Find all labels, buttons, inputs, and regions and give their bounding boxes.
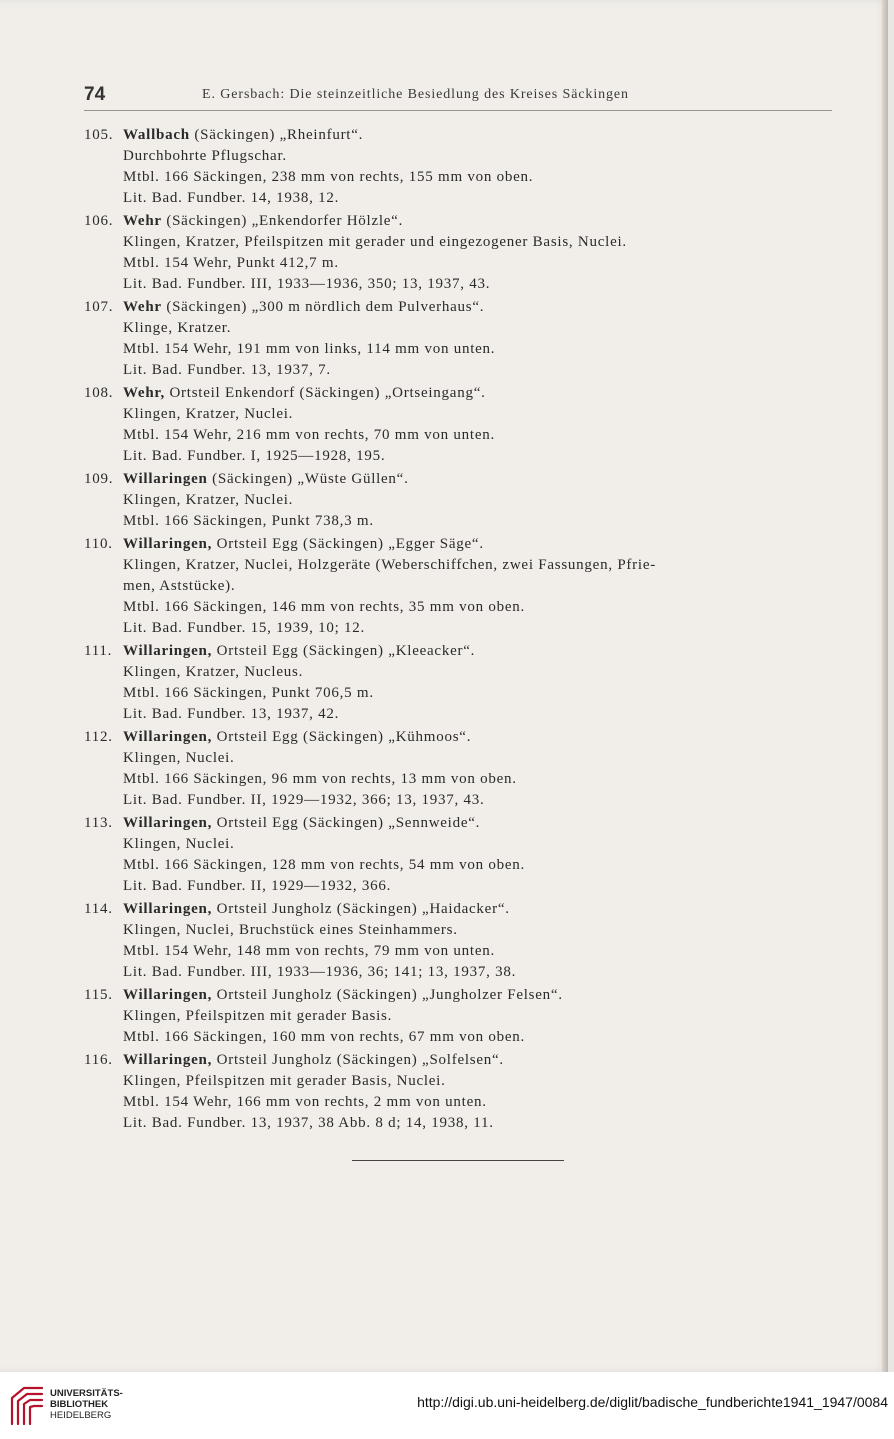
entry-line: Mtbl. 154 Wehr, 166 mm von rechts, 2 mm von unten. (123, 1094, 487, 1110)
entry-body (123, 211, 844, 295)
catalogue-entry (84, 297, 844, 381)
entry-heading (123, 641, 844, 662)
entry-heading (123, 985, 844, 1006)
entry-line: Mtbl. 154 Wehr, 148 mm von rechts, 79 mm von unten. (123, 943, 495, 959)
entry-number: 116. (84, 1052, 113, 1068)
entry-line: Klingen, Nuclei. (123, 836, 235, 852)
entry-line: Lit. Bad. Fundber. 13, 1937, 7. (123, 362, 331, 378)
entry-heading (123, 383, 844, 404)
entry-number: 108. (84, 385, 114, 401)
site-location: (Säckingen) „Rheinfurt“. (189, 127, 364, 143)
catalogue-entry (84, 899, 844, 983)
site-name: Wehr (123, 213, 162, 229)
entry-line: Lit. Bad. Fundber. II, 1929—1932, 366; 13, 1937, 43. (123, 792, 485, 808)
entry-line: Klingen, Nuclei. (123, 750, 235, 766)
entry-line: Lit. Bad. Fundber. 14, 1938, 12. (123, 190, 340, 206)
entry-heading (123, 125, 844, 146)
entry-line: Lit. Bad. Fundber. 15, 1939, 10; 12. (123, 620, 365, 636)
catalogue-entry (84, 727, 844, 811)
entry-line: Mtbl. 154 Wehr, Punkt 412,7 m. (123, 255, 339, 271)
catalogue-entry (84, 383, 844, 467)
site-name: Willaringen, (123, 815, 213, 831)
page-edge-shadow (882, 0, 888, 1372)
entry-line: Mtbl. 166 Säckingen, Punkt 706,5 m. (123, 685, 374, 701)
entry-line: Klingen, Kratzer, Nuclei. (123, 492, 294, 508)
entry-line: Klinge, Kratzer. (123, 320, 232, 336)
site-name: Willaringen, (123, 1052, 213, 1068)
catalogue-entry (84, 641, 844, 725)
catalogue-entry (84, 211, 844, 295)
site-name: Willaringen, (123, 643, 213, 659)
entry-line: Durchbohrte Pflugschar. (123, 148, 287, 164)
entry-body (123, 727, 844, 811)
library-name-line: HEIDELBERG (50, 1410, 112, 1421)
site-name: Willaringen, (123, 901, 213, 917)
entry-body (123, 813, 844, 897)
catalogue-entry (84, 985, 844, 1048)
site-location: (Säckingen) „Wüste Güllen“. (207, 471, 409, 487)
entry-number: 109. (84, 471, 114, 487)
entry-number: 115. (84, 987, 113, 1003)
site-location: Ortsteil Jungholz (Säckingen) „Solfelsen“. (212, 1052, 504, 1068)
entry-line: men, Aststücke). (123, 578, 236, 594)
entry-line: Mtbl. 166 Säckingen, 238 mm von rechts, 155 mm von oben. (123, 169, 534, 185)
site-location: (Säckingen) „300 m nördlich dem Pulverhaus“. (161, 299, 485, 315)
catalogue-entry (84, 1050, 844, 1134)
site-catalogue-list (84, 125, 844, 1136)
entry-line: Lit. Bad. Fundber. 13, 1937, 38 Abb. 8 d; 14, 1938, 11. (123, 1115, 494, 1131)
site-location: Ortsteil Egg (Säckingen) „Egger Säge“. (212, 536, 484, 552)
entry-line: Lit. Bad. Fundber. II, 1929—1932, 366. (123, 878, 392, 894)
entry-number: 111. (84, 643, 113, 659)
entry-line: Mtbl. 166 Säckingen, 146 mm von rechts, 35 mm von oben. (123, 599, 526, 615)
entry-line: Mtbl. 166 Säckingen, 160 mm von rechts, 67 mm von oben. (123, 1029, 526, 1045)
entry-line: Mtbl. 154 Wehr, 191 mm von links, 114 mm von unten. (123, 341, 496, 357)
end-rule (352, 1160, 564, 1161)
site-name: Willaringen, (123, 987, 213, 1003)
entry-number: 110. (84, 536, 113, 552)
entry-line: Klingen, Nuclei, Bruchstück eines Steinhammers. (123, 922, 458, 938)
entry-heading (123, 899, 844, 920)
entry-heading (123, 1050, 844, 1071)
entry-body (123, 899, 844, 983)
catalogue-entry (84, 469, 844, 532)
site-name: Wehr (123, 299, 162, 315)
entry-line: Klingen, Kratzer, Pfeilspitzen mit gerader und eingezogener Basis, Nuclei. (123, 234, 627, 250)
site-name: Wehr, (123, 385, 165, 401)
catalogue-entry (84, 125, 844, 209)
library-name-line: BIBLIOTHEK (50, 1399, 109, 1410)
library-name-line: UNIVERSITÄTS- (50, 1388, 123, 1399)
entry-line: Lit. Bad. Fundber. III, 1933—1936, 350; 13, 1937, 43. (123, 276, 491, 292)
site-location: Ortsteil Jungholz (Säckingen) „Haidacker“. (212, 901, 510, 917)
entry-number: 107. (84, 299, 114, 315)
catalogue-entry (84, 534, 844, 639)
entry-line: Klingen, Pfeilspitzen mit gerader Basis, Nuclei. (123, 1073, 446, 1089)
site-location: Ortsteil Egg (Säckingen) „Sennweide“. (212, 815, 481, 831)
library-logo-icon (8, 1384, 46, 1428)
entry-line: Mtbl. 166 Säckingen, 96 mm von rechts, 13 mm von oben. (123, 771, 517, 787)
entry-line: Klingen, Pfeilspitzen mit gerader Basis. (123, 1008, 393, 1024)
entry-line: Klingen, Kratzer, Nucleus. (123, 664, 304, 680)
entry-number: 112. (84, 729, 113, 745)
entry-body (123, 1050, 844, 1134)
catalogue-entry (84, 813, 844, 897)
entry-heading (123, 211, 844, 232)
running-header (84, 84, 832, 111)
entry-heading (123, 469, 844, 490)
site-name: Wallbach (123, 127, 190, 143)
running-title: E. Gersbach: Die steinzeitliche Besiedlung des Kreises Säckingen (202, 87, 629, 102)
entry-body (123, 383, 844, 467)
entry-body (123, 534, 844, 639)
site-location: Ortsteil Jungholz (Säckingen) „Jungholzer Felsen“. (212, 987, 563, 1003)
site-location: Ortsteil Egg (Säckingen) „Kleeacker“. (212, 643, 476, 659)
site-name: Willaringen, (123, 536, 213, 552)
site-location: Ortsteil Egg (Säckingen) „Kühmoos“. (212, 729, 472, 745)
entry-line: Mtbl. 166 Säckingen, Punkt 738,3 m. (123, 513, 374, 529)
entry-heading (123, 813, 844, 834)
entry-number: 105. (84, 127, 114, 143)
library-name (50, 1388, 123, 1421)
entry-line: Klingen, Kratzer, Nuclei. (123, 406, 294, 422)
entry-heading (123, 534, 844, 555)
entry-line: Lit. Bad. Fundber. I, 1925—1928, 195. (123, 448, 386, 464)
site-location: (Säckingen) „Enkendorfer Hölzle“. (161, 213, 404, 229)
site-name: Willaringen, (123, 729, 213, 745)
entry-body (123, 469, 844, 532)
entry-body (123, 985, 844, 1048)
entry-body (123, 125, 844, 209)
entry-line: Mtbl. 166 Säckingen, 128 mm von rechts, 54 mm von oben. (123, 857, 526, 873)
site-name: Willaringen (123, 471, 208, 487)
entry-heading (123, 727, 844, 748)
entry-heading (123, 297, 844, 318)
site-location: Ortsteil Enkendorf (Säckingen) „Ortseingang“. (164, 385, 486, 401)
page-number: 74 (84, 84, 106, 105)
entry-number: 106. (84, 213, 114, 229)
entry-number: 113. (84, 815, 113, 831)
permalink[interactable]: http://digi.ub.uni-heidelberg.de/diglit/badische_fundberichte1941_1947/0084 (417, 1394, 888, 1410)
entry-line: Lit. Bad. Fundber. III, 1933—1936, 36; 141; 13, 1937, 38. (123, 964, 517, 980)
footer-bar (0, 1372, 894, 1439)
entry-number: 114. (84, 901, 113, 917)
entry-line: Klingen, Kratzer, Nuclei, Holzgeräte (Weberschiffchen, zwei Fassungen, Pfrie- (123, 557, 656, 573)
entry-line: Mtbl. 154 Wehr, 216 mm von rechts, 70 mm von unten. (123, 427, 495, 443)
entry-line: Lit. Bad. Fundber. 13, 1937, 42. (123, 706, 340, 722)
entry-body (123, 297, 844, 381)
entry-body (123, 641, 844, 725)
